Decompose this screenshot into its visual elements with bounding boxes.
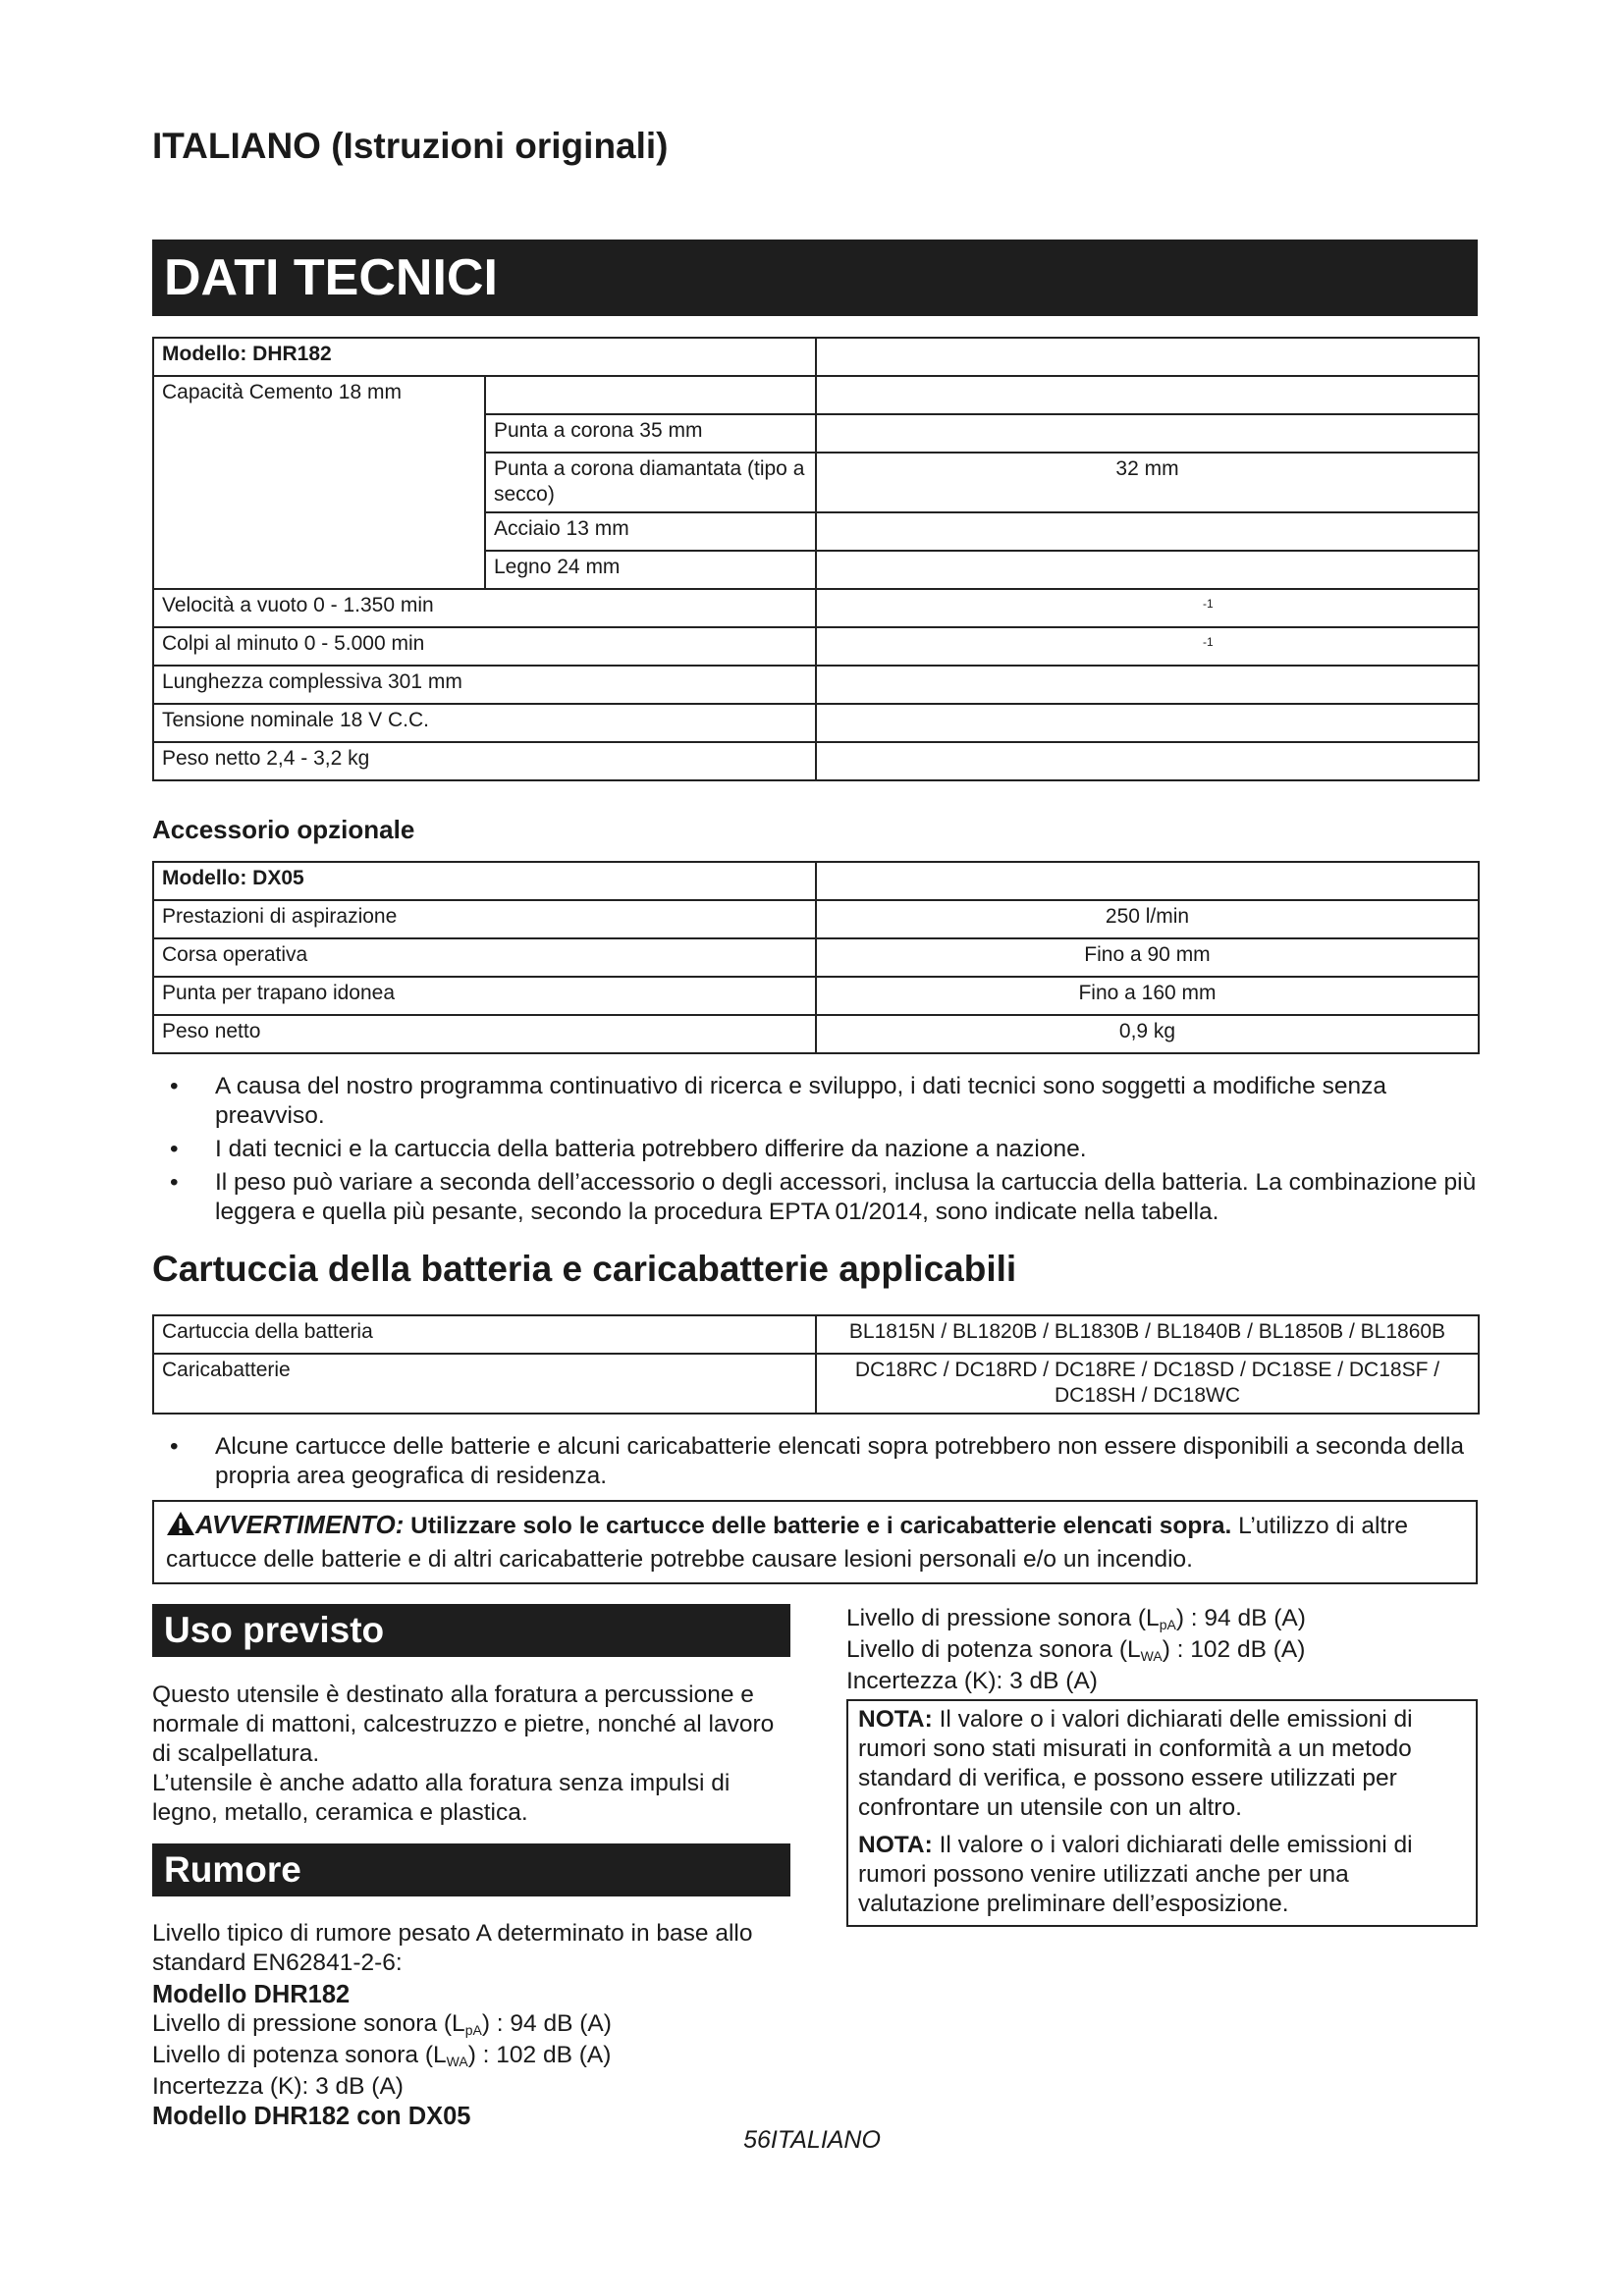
table-cell	[153, 742, 816, 780]
capacity-item-value: 24 mm	[557, 556, 621, 578]
table-cell: Peso netto	[153, 1015, 816, 1053]
lwa-subscript: WA	[446, 2054, 468, 2069]
warning-triangle-icon	[166, 1511, 195, 1544]
table-row	[153, 338, 1479, 376]
capacity-item-value: 32 mm	[1115, 457, 1179, 480]
noise-heading: Rumore	[152, 1843, 790, 1896]
spec-label: Velocità a vuoto	[162, 594, 308, 616]
warning-label: AVVERTIMENTO:	[195, 1510, 405, 1539]
model-value: DHR182	[252, 343, 332, 365]
spec-label: Lunghezza complessiva	[162, 670, 383, 693]
table-cell	[816, 512, 1479, 551]
lwa-value: ) : 102 dB (A)	[467, 2042, 612, 2068]
table-cell: BL1815N / BL1820B / BL1830B / BL1840B / BL1850B / BL1860B	[816, 1315, 1479, 1354]
capacity-item-label: Acciaio	[494, 517, 561, 540]
table-cell	[816, 627, 1479, 666]
intended-use-paragraph: Questo utensile è destinato alla foratura a percussione e normale di mattoni, calcestruzzo e pietre, nonché al lavoro di scalpellatura.	[152, 1682, 775, 1767]
table-cell	[816, 742, 1479, 780]
spec-label: Tensione nominale	[162, 709, 335, 731]
list-item: • Alcune cartucce delle batterie e alcuni caricabatterie elencati sopra potrebbero non essere disponibili a seconda della propria area geografica di residenza.	[152, 1432, 1478, 1491]
intended-use-text	[152, 1681, 790, 1828]
page-language-title: ITALIANO (Istruzioni originali)	[152, 126, 669, 166]
table-row	[153, 862, 1479, 900]
spec-label: Peso netto	[162, 747, 261, 770]
spec-label: Colpi al minuto	[162, 632, 298, 655]
noise-model-heading: Modello DHR182 con DX05	[152, 2103, 471, 2130]
table-cell	[816, 666, 1479, 704]
table-row	[153, 742, 1479, 780]
note-text: Il valore o i valori dichiarati delle emissioni di rumori possono venire utilizzati anche per una valutazione preliminare dell’esposizione.	[858, 1832, 1413, 1917]
lpa-label: Livello di pressione sonora (L	[152, 2010, 465, 2037]
table-row	[153, 666, 1479, 704]
battery-table	[152, 1314, 1480, 1415]
unit-superscript: -1	[1203, 635, 1214, 649]
lwa-label: Livello di potenza sonora (L	[152, 2042, 447, 2068]
list-item: • Il peso può variare a seconda dell’accessorio o degli accessori, inclusa la cartuccia della batteria. La combinazione più leggera e quella più pesante, secondo la procedura EPTA 01/2014, sono indicate nella tabella.	[152, 1168, 1478, 1227]
table-cell	[153, 862, 816, 900]
unit-superscript: -1	[1203, 597, 1214, 611]
table-cell	[153, 666, 816, 704]
capacity-item-label: Legno	[494, 556, 552, 578]
page-footer	[0, 2126, 1624, 2155]
lpa-value: ) : 94 dB (A)	[1175, 1605, 1306, 1631]
note-item	[858, 1705, 1466, 1823]
table-row	[153, 900, 1479, 938]
lpa-subscript: pA	[1159, 1617, 1176, 1632]
table-cell	[816, 862, 1479, 900]
model-label: Modello:	[162, 867, 247, 889]
section-heading-technical-data: DATI TECNICI	[152, 240, 1478, 316]
spec-value: 301 mm	[387, 670, 462, 693]
lwa-value: ) : 102 dB (A)	[1162, 1636, 1306, 1663]
table-cell: Corsa operativa	[153, 938, 816, 977]
warning-bold-text: Utilizzare solo le cartucce delle batterie e i caricabatterie elencati sopra.	[410, 1513, 1232, 1539]
noise-lpa	[846, 1604, 1478, 1635]
model-value: DX05	[252, 867, 304, 889]
table-row	[153, 977, 1479, 1015]
capacity-item-value: 13 mm	[566, 517, 629, 540]
battery-notes-list	[152, 1432, 1478, 1495]
table-cell: Cartuccia della batteria	[153, 1315, 816, 1354]
lpa-subscript: pA	[464, 2022, 482, 2038]
footer-language: ITALIANO	[770, 2126, 881, 2154]
spec-table	[152, 337, 1480, 781]
table-row	[153, 1015, 1479, 1053]
list-item: • A causa del nostro programma continuativo di ricerca e sviluppo, i dati tecnici sono soggetti a modifiche senza preavviso.	[152, 1072, 1478, 1131]
accessory-table	[152, 861, 1480, 1054]
table-cell: Caricabatterie	[153, 1354, 816, 1414]
noise-intro: Livello tipico di rumore pesato A determinato in base allo standard EN62841-2-6:	[152, 1920, 753, 1976]
noise-values-dx05	[846, 1604, 1478, 1696]
intended-use-paragraph: L’utensile è anche adatto alla foratura senza impulsi di legno, metallo, ceramica e plastica.	[152, 1770, 731, 1826]
noise-uncertainty: Incertezza (K): 3 dB (A)	[846, 1668, 1098, 1694]
noise-text	[152, 1919, 790, 2131]
table-cell: Punta per trapano idonea	[153, 977, 816, 1015]
table-cell	[153, 627, 816, 666]
table-cell	[153, 589, 816, 627]
table-cell: 0,9 kg	[816, 1015, 1479, 1053]
table-cell	[485, 551, 816, 589]
accessory-heading: Accessorio opzionale	[152, 815, 415, 844]
table-cell: Fino a 160 mm	[816, 977, 1479, 1015]
table-cell: 250 l/min	[816, 900, 1479, 938]
noise-uncertainty: Incertezza (K): 3 dB (A)	[152, 2073, 404, 2100]
capacity-item-value: 18 mm	[338, 381, 402, 403]
table-cell	[485, 512, 816, 551]
table-cell	[816, 453, 1479, 512]
spec-value: 0 - 1.350 min	[313, 594, 434, 616]
page-number: 56	[743, 2126, 771, 2154]
capacity-label: Capacità	[162, 381, 244, 403]
note-text: Il valore o i valori dichiarati delle emissioni di rumori sono stati misurati in conformità a un metodo standard di verifica, e possono essere utilizzati per confrontare un utensile con un altro.	[858, 1706, 1413, 1821]
table-row	[153, 1354, 1479, 1414]
battery-section-title: Cartuccia della batteria e caricabatterie applicabili	[152, 1249, 1017, 1289]
table-cell	[153, 376, 485, 589]
table-cell	[816, 704, 1479, 742]
lwa-label: Livello di potenza sonora (L	[846, 1636, 1141, 1663]
warning-text: L’utilizzo di altre cartucce delle batterie e di altri caricabatterie potrebbe causare lesioni personali e/o un incendio.	[166, 1513, 1409, 1573]
spec-value: 2,4 - 3,2 kg	[266, 747, 370, 770]
table-row	[153, 589, 1479, 627]
noise-lpa	[152, 2009, 790, 2041]
table-cell	[816, 414, 1479, 453]
note-item	[858, 1831, 1466, 1919]
table-row	[153, 1315, 1479, 1354]
spec-notes-list	[152, 1072, 1478, 1231]
table-cell	[816, 338, 1479, 376]
note-label: NOTA:	[858, 1832, 933, 1858]
intended-use-heading: Uso previsto	[152, 1604, 790, 1657]
table-cell	[153, 704, 816, 742]
table-cell	[816, 551, 1479, 589]
table-cell	[485, 376, 816, 414]
list-item: • I dati tecnici e la cartuccia della batteria potrebbero differire da nazione a nazione.	[152, 1135, 1478, 1164]
table-cell: Prestazioni di aspirazione	[153, 900, 816, 938]
spec-value: 0 - 5.000 min	[303, 632, 425, 655]
capacity-item-label: Punta a corona diamantata (tipo a secco)	[494, 457, 805, 506]
table-row	[153, 704, 1479, 742]
table-cell	[485, 414, 816, 453]
table-row	[153, 376, 1479, 414]
noise-lwa	[152, 2041, 790, 2072]
noise-notes-box	[846, 1699, 1478, 1927]
table-cell: Fino a 90 mm	[816, 938, 1479, 977]
lpa-label: Livello di pressione sonora (L	[846, 1605, 1160, 1631]
table-cell: DC18RC / DC18RD / DC18RE / DC18SD / DC18SE / DC18SF / DC18SH / DC18WC	[816, 1354, 1479, 1414]
table-cell	[816, 376, 1479, 414]
model-label: Modello:	[162, 343, 247, 365]
spec-value: 18 V C.C.	[339, 709, 430, 731]
table-row	[153, 938, 1479, 977]
table-cell	[485, 453, 816, 512]
table-cell	[816, 589, 1479, 627]
capacity-item-label: Cemento	[248, 381, 333, 403]
capacity-item-value: 35 mm	[639, 419, 703, 442]
noise-model-heading: Modello DHR182	[152, 1981, 351, 2008]
warning-box	[152, 1500, 1478, 1584]
lpa-value: ) : 94 dB (A)	[481, 2010, 612, 2037]
table-cell	[153, 338, 816, 376]
lwa-subscript: WA	[1140, 1648, 1163, 1664]
noise-lwa	[846, 1635, 1478, 1667]
capacity-item-label: Punta a corona	[494, 419, 634, 442]
note-label: NOTA:	[858, 1706, 933, 1733]
table-row	[153, 627, 1479, 666]
